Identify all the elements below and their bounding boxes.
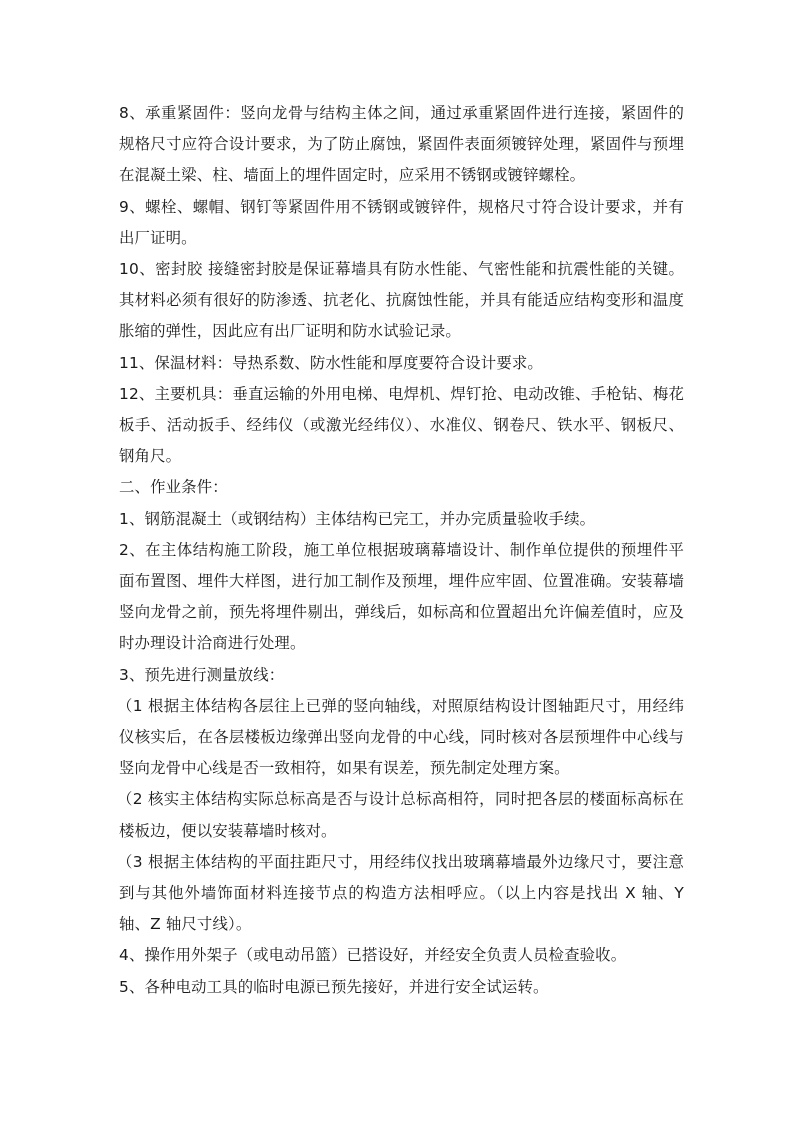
paragraph-item-8-fasteners: 8、承重紧固件：竖向龙骨与结构主体之间，通过承重紧固件进行连接，紧固件的规格尺寸应符合设计要求，为了防止腐蚀，紧固件表面须镀锌处理，紧固件与预埋在混凝土梁、柱、墙面上的埋件固定时，应采用不锈钢或镀锌螺栓。 [119, 104, 684, 185]
paragraph-item-11-insulation: 11、保温材料：导热系数、防水性能和厚度要符合设计要求。 [119, 353, 543, 372]
paragraph-condition-5: 5、各种电动工具的临时电源已预先接好，并进行安全试运转。 [119, 977, 549, 996]
paragraph-condition-2: 2、在主体结构施工阶段，施工单位根据玻璃幕墙设计、制作单位提供的预埋件平面布置图、埋件大样图，进行加工制作及预埋，埋件应牢固、位置准确。安装幕墙竖向龙骨之前，预先将埋件剔出，弹线后，如标高和位置超出允许偏差值时，应及时办理设计洽商进行处理。 [119, 540, 684, 653]
paragraph-subitem-1: （1 根据主体结构各层往上已弹的竖向轴线，对照原结构设计图轴距尺寸，用经纬仪核实后，在各层楼板边缘弹出竖向龙骨的中心线，同时核对各层预埋件中心线与竖向龙骨中心线是否一致相符，如果有误差，预先制定处理方案。 [117, 696, 684, 778]
document-body [119, 98, 684, 1003]
paragraph-subitem-3: （3 根据主体结构的平面拄距尺寸，用经纬仪找出玻璃幕墙最外边缘尺寸，要注意到与其他外墙饰面材料连接节点的构造方法相呼应。（以上内容是找出 X 轴、Y 轴、Z 轴尺寸线）。 [117, 852, 684, 934]
paragraph-item-12-tools: 12、主要机具：垂直运输的外用电梯、电焊机、焊钉抢、电动改锥、手枪钻、梅花板手、活动扳手、经纬仪（或激光经纬仪）、水准仪、钢卷尺、铁水平、钢板尺、钢角尺。 [119, 384, 684, 466]
paragraph-subitem-2: （2 核实主体结构实际总标高是否与设计总标高相符，同时把各层的楼面标高标在楼板边，便以安装幕墙时核对。 [117, 790, 684, 840]
paragraph-item-9-bolts: 9、螺栓、螺帽、钢钉等紧固件用不锈钢或镀锌件，规格尺寸符合设计要求，并有出厂证明。 [119, 197, 684, 247]
paragraph-condition-3: 3、预先进行测量放线： [119, 665, 285, 684]
section-heading-work-conditions: 二、作业条件： [119, 478, 228, 497]
paragraph-item-10-sealant: 10、密封胶 接缝密封胶是保证幕墙具有防水性能、气密性能和抗震性能的关键。其材料必须有很好的防渗透、抗老化、抗腐蚀性能，并具有能适应结构变形和温度胀缩的弹性，因此应有出厂证明和防水试验记录。 [119, 260, 684, 341]
paragraph-condition-4: 4、操作用外架子（或电动吊篮）已搭设好，并经安全负责人员检查验收。 [119, 946, 627, 965]
paragraph-condition-1: 1、钢筋混凝土（或钢结构）主体结构已完工，并办完质量验收手续。 [119, 509, 596, 528]
